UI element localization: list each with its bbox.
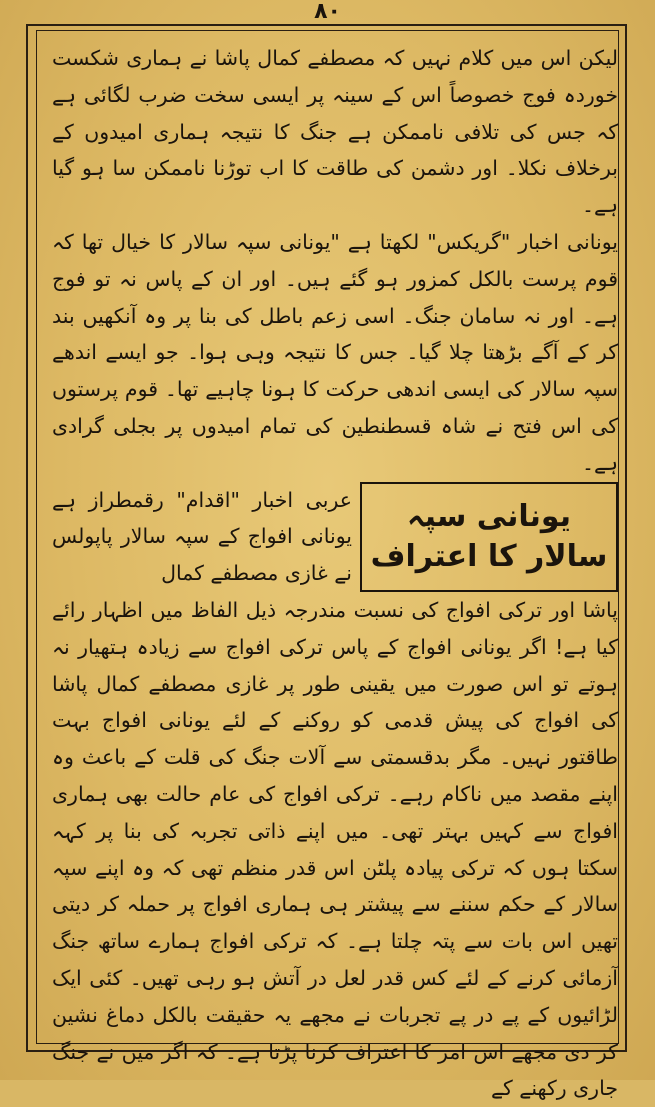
paragraph-1: لیکن اس میں کلام نہیں کہ مصطفے کمال پاشا نے ہماری شکست خوردہ فوج خصوصاً اس کے سینہ پر ایسی سخت ضرب لگائی ہے کہ جس کی تلافی ناممکن ہے جنگ کا نتیجہ ہماری امیدوں کے برخلاف نکلا۔ اور دشمن کی طاقت کا اب توڑنا ناممکن سا ہو گیا ہے۔ (52, 46, 618, 218)
heading-row (52, 482, 618, 592)
paragraph-3: پاشا اور ترکی افواج کی نسبت مندرجہ ذیل الفاظ میں اظہار رائے کیا ہے! اگر یونانی افواج کے پاس ترکی افواج سے زیادہ ہتھیار نہ ہوتے تو اس صورت میں یقینی طور پر غازی مصطفے کمال پاشا کی افواج کی پیش قدمی کو روکنے کے لئے یونانی افواج بہت طاقتور نہیں۔ مگر بدقسمتی سے آلات جنگ کی قلت کے باعث وہ اپنے مقصد میں ناکام رہے۔ ترکی افواج کی عام حالت بھی ہماری افواج سے کہیں بہتر تھی۔ میں اپنے ذاتی تجربہ کی بنا پر کہہ سکتا ہوں کہ ترکی پیادہ پلٹن اس قدر منظم تھی کہ وہ اپنے سپہ سالار کے حکم سننے سے پیشتر ہی ہماری افواج پر حملہ کر دیتی تھیں اس بات سے پتہ چلتا ہے۔ کہ ترکی افواج ہمارے ساتھ جنگ آزمائی کرنے کے لئے کس قدر لعل در آتش ہو رہی تھیں۔ کئی ایک لڑائیوں کے پے در پے تجربات نے مجھے یہ حقیقت بالکل دماغ نشین کر دی مجھے اس امر کا اعتراف کرنا پڑتا ہے۔ کہ اگر میں نے جنگ جاری رکھنے کے (52, 597, 618, 1101)
section-heading: یونانی سپہ سالار کا اعتراف (360, 482, 618, 592)
paragraph-2: یونانی اخبار "گریکس" لکھتا ہے "یونانی سپہ سالار کا خیال تھا کہ قوم پرست بالکل کمزور ہو گئے ہیں۔ اور ان کے پاس نہ تو فوج ہے۔ اور نہ سامان جنگ۔ اسی زعم باطل کی بنا پر وہ آنکھیں بند کر کے آگے بڑھتا چلا گیا۔ جس کا نتیجہ وہی ہوا۔ جو ایسے اندھے سپہ سالار کی ایسی اندھی حرکت کا ہونا چاہیے تھا۔ قوم پرستوں کی اس فتح نے شاہ قسطنطین کی تمام امیدوں پر بجلی گرادی ہے۔ (52, 229, 618, 475)
page-number: ۸۰ (314, 0, 341, 24)
heading-side-text: عربی اخبار "اقدام" رقمطراز ہے یونانی افواج کے سپہ سالار پاپولس نے غازی مصطفے کمال (52, 487, 352, 586)
page-content (52, 40, 618, 1107)
